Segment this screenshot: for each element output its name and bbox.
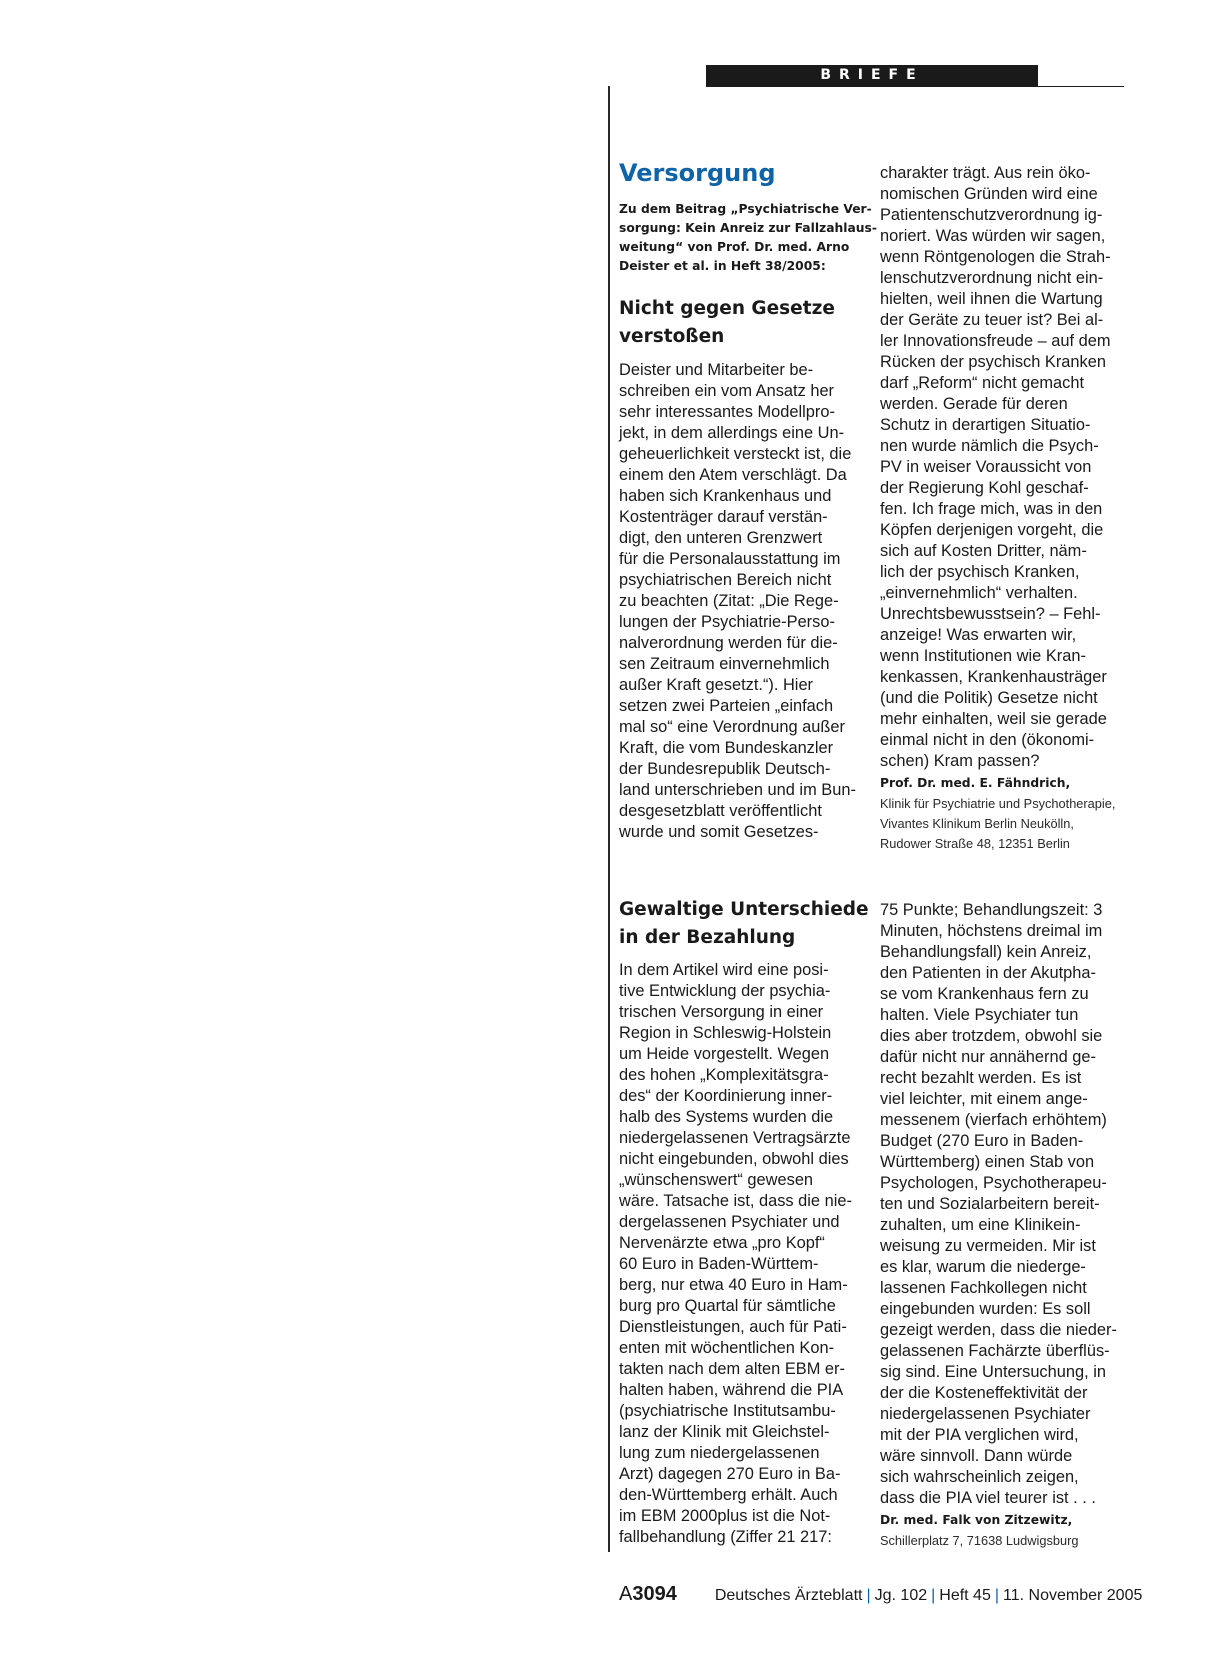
body-line: halb des Systems wurden die <box>619 1108 834 1126</box>
body-line: es klar, warum die niederge- <box>880 1258 1086 1276</box>
article1-lead <box>619 200 877 276</box>
body-line: eingebunden wurden: Es soll <box>880 1300 1091 1318</box>
body-line: (und die Politik) Gesetze nicht <box>880 689 1098 707</box>
body-line: berg, nur etwa 40 Euro in Ham- <box>619 1276 848 1294</box>
body-line: 75 Punkte; Behandlungszeit: 3 <box>880 901 1103 919</box>
body-line: Kostenträger darauf verstän- <box>619 508 828 526</box>
body-line: um Heide vorgestellt. Wegen <box>619 1045 830 1063</box>
body-line: haben sich Krankenhaus und <box>619 487 832 505</box>
section-header-bar <box>706 65 1038 86</box>
body-line: In dem Artikel wird eine posi- <box>619 961 829 979</box>
body-line: land unterschrieben und im Bun- <box>619 781 856 799</box>
page-footer <box>619 1583 1143 1609</box>
body-line: Behandlungsfall) kein Anreiz, <box>880 943 1092 961</box>
body-line: Psychologen, Psychotherapeu- <box>880 1174 1107 1192</box>
body-line: einmal nicht in den (ökonomi- <box>880 731 1095 749</box>
body-line: wenn Röntgenologen die Strah- <box>880 248 1111 266</box>
body-line: der Regierung Kohl geschaf- <box>880 479 1089 497</box>
body-line: sig sind. Eine Untersuchung, in <box>880 1363 1106 1381</box>
body-line: lungen der Psychiatrie-Perso- <box>619 613 835 631</box>
body-line: Rücken der psychisch Kranken <box>880 353 1106 371</box>
footer-separator: | <box>994 1587 1000 1604</box>
body-line: Region in Schleswig-Holstein <box>619 1024 832 1042</box>
body-line: jekt, in dem allerdings eine Un- <box>619 424 845 442</box>
journal-issue: Heft 45 <box>939 1587 991 1604</box>
body-line: tive Entwicklung der psychia- <box>619 982 831 1000</box>
body-line: ten und Sozialarbeitern bereit- <box>880 1195 1100 1213</box>
body-line: lenschutzverordnung nicht ein- <box>880 269 1104 287</box>
body-line: außer Kraft gesetzt.“). Hier <box>619 676 814 694</box>
body-line: nalverordnung werden für die- <box>619 634 838 652</box>
body-line: psychiatrischen Bereich nicht <box>619 571 832 589</box>
body-line: (psychiatrische Institutsambu- <box>619 1402 836 1420</box>
body-line: im EBM 2000plus ist die Not- <box>619 1507 831 1525</box>
body-line: den Patienten in der Akutpha- <box>880 964 1096 982</box>
body-line: burg pro Quartal für sämtliche <box>619 1297 836 1315</box>
body-line: niedergelassenen Psychiater <box>880 1405 1091 1423</box>
body-line: kenkassen, Krankenhausträger <box>880 668 1107 686</box>
lead-line: Deister et al. in Heft 38/2005: <box>619 259 826 273</box>
body-line: wäre sinnvoll. Dann würde <box>880 1447 1073 1465</box>
body-line: takten nach dem alten EBM er- <box>619 1360 845 1378</box>
signature-line: Vivantes Klinikum Berlin Neukölln, <box>880 816 1074 831</box>
body-line: lich der psychisch Kranken, <box>880 563 1080 581</box>
article2-col1 <box>619 896 869 1548</box>
body-line: Köpfen derjenigen vorgeht, die <box>880 521 1104 539</box>
header-rule <box>706 86 1124 87</box>
body-line: zuhalten, um eine Klinikein- <box>880 1216 1081 1234</box>
journal-volume: Jg. 102 <box>874 1587 928 1604</box>
issue-date: 11. November 2005 <box>1003 1587 1143 1604</box>
body-line: einem den Atem verschlägt. Da <box>619 466 847 484</box>
body-line: dergelassenen Psychiater und <box>619 1213 840 1231</box>
journal-name: Deutsches Ärzteblatt <box>714 1587 863 1604</box>
body-line: „wünschenswert“ gewesen <box>619 1171 814 1189</box>
article2-heading <box>619 896 869 952</box>
body-line: gelassenen Fachärzte überflüs- <box>880 1342 1110 1360</box>
body-line: fallbehandlung (Ziffer 21 217: <box>619 1528 832 1546</box>
column-divider <box>608 86 610 1552</box>
page-number: 3094 <box>632 1583 677 1605</box>
body-line: halten. Viele Psychiater tun <box>880 1006 1079 1024</box>
body-line: schen) Kram passen? <box>880 752 1040 770</box>
body-line: anzeige! Was erwarten wir, <box>880 626 1077 644</box>
signature-line: Rudower Straße 48, 12351 Berlin <box>880 836 1070 851</box>
signature-line: Schillerplatz 7, 71638 Ludwigsburg <box>880 1533 1079 1548</box>
body-line: mehr einhalten, weil sie gerade <box>880 710 1107 728</box>
body-line: niedergelassenen Vertragsärzte <box>619 1129 851 1147</box>
body-line: setzen zwei Parteien „einfach <box>619 697 834 715</box>
body-line: geheuerlichkeit versteckt ist, die <box>619 445 852 463</box>
body-line: lung zum niedergelassenen <box>619 1444 820 1462</box>
body-line: Patientenschutzverordnung ig- <box>880 206 1103 224</box>
article2-body-col1 <box>619 960 869 1548</box>
signature-name: Prof. Dr. med. E. Fähndrich, <box>880 776 1071 790</box>
body-line: sich wahrscheinlich zeigen, <box>880 1468 1079 1486</box>
body-line: charakter trägt. Aus rein öko- <box>880 164 1091 182</box>
lead-line: weitung“ von Prof. Dr. med. Arno <box>619 240 850 254</box>
body-line: weisung zu vermeiden. Mir ist <box>880 1237 1096 1255</box>
body-line: Budget (270 Euro in Baden- <box>880 1132 1084 1150</box>
body-line: sen Zeitraum einvernehmlich <box>619 655 830 673</box>
body-line: Nervenärzte etwa „pro Kopf“ <box>619 1234 825 1252</box>
heading-line: Gewaltige Unterschiede <box>619 899 869 920</box>
body-line: darf „Reform“ nicht gemacht <box>880 374 1085 392</box>
body-line: Dienstleistungen, auch für Pati- <box>619 1318 847 1336</box>
body-line: den-Württemberg erhält. Auch <box>619 1486 838 1504</box>
body-line: schreiben ein vom Ansatz her <box>619 382 835 400</box>
body-line: nen wurde nämlich die Psych- <box>880 437 1099 455</box>
body-line: ler Innovationsfreude – auf dem <box>880 332 1111 350</box>
body-line: dass die PIA viel teurer ist . . . <box>880 1489 1096 1507</box>
page-prefix: A <box>619 1583 633 1605</box>
body-line: fen. Ich frage mich, was in den <box>880 500 1103 518</box>
body-line: „einvernehmlich“ verhalten. <box>880 584 1078 602</box>
body-line: lassenen Fachkollegen nicht <box>880 1279 1087 1297</box>
body-line: Minuten, höchstens dreimal im <box>880 922 1103 940</box>
heading-line: Nicht gegen Gesetze <box>619 298 835 319</box>
body-line: Deister und Mitarbeiter be- <box>619 361 814 379</box>
article1-col2 <box>880 163 1130 854</box>
body-line: sich auf Kosten Dritter, näm- <box>880 542 1087 560</box>
body-line: mit der PIA verglichen wird, <box>880 1426 1079 1444</box>
section-title: Versorgung <box>619 159 776 187</box>
body-line: Unrechtsbewusstsein? – Fehl- <box>880 605 1101 623</box>
body-line: enten mit wöchentlichen Kon- <box>619 1339 835 1357</box>
body-line: Kraft, die vom Bundeskanzler <box>619 739 834 757</box>
article1-body-col1 <box>619 360 869 843</box>
signature-name: Dr. med. Falk von Zitzewitz, <box>880 1513 1073 1527</box>
footer-separator: | <box>866 1587 871 1604</box>
body-line: Schutz in derartigen Situatio- <box>880 416 1091 434</box>
section-label: BRIEFE <box>820 67 924 83</box>
body-line: wurde und somit Gesetzes- <box>619 823 819 841</box>
body-line: messenem (vierfach erhöhtem) <box>880 1111 1107 1129</box>
body-line: gezeigt werden, dass die nieder- <box>880 1321 1117 1339</box>
body-line: für die Personalausstattung im <box>619 550 841 568</box>
body-line: sehr interessantes Modellpro- <box>619 403 835 421</box>
body-line: der Bundesrepublik Deutsch- <box>619 760 831 778</box>
body-line: dafür nicht nur annähernd ge- <box>880 1048 1096 1066</box>
body-line: nomischen Gründen wird eine <box>880 185 1098 203</box>
body-line: nicht eingebunden, obwohl dies <box>619 1150 849 1168</box>
lead-line: sorgung: Kein Anreiz zur Fallzahlaus- <box>619 221 877 235</box>
body-line: desgesetzblatt veröffentlicht <box>619 802 822 820</box>
body-line: PV in weiser Voraussicht von <box>880 458 1092 476</box>
body-line: der Geräte zu teuer ist? Bei al- <box>880 311 1104 329</box>
body-line: wäre. Tatsache ist, dass die nie- <box>619 1192 852 1210</box>
article2-col2 <box>880 900 1130 1551</box>
body-line: der die Kosteneffektivität der <box>880 1384 1088 1402</box>
body-line: viel leichter, mit einem ange- <box>880 1090 1088 1108</box>
footer-separator: | <box>931 1587 936 1604</box>
body-line: des“ der Koordinierung inner- <box>619 1087 833 1105</box>
body-line: Württemberg) einen Stab von <box>880 1153 1095 1171</box>
body-line: recht bezahlt werden. Es ist <box>880 1069 1082 1087</box>
body-line: hielten, weil ihnen die Wartung <box>880 290 1103 308</box>
body-line: lanz der Klinik mit Gleichstel- <box>619 1423 830 1441</box>
article2-body-col2 <box>880 900 1130 1509</box>
lead-line: Zu dem Beitrag „Psychiatrische Ver- <box>619 202 872 216</box>
body-line: Arzt) dagegen 270 Euro in Ba- <box>619 1465 841 1483</box>
body-line: des hohen „Komplexitätsgra- <box>619 1066 829 1084</box>
body-line: werden. Gerade für deren <box>880 395 1068 413</box>
body-line: noriert. Was würden wir sagen, <box>880 227 1106 245</box>
article1-body-col2 <box>880 163 1130 772</box>
body-line: mal so“ eine Verordnung außer <box>619 718 845 736</box>
heading-line: in der Bezahlung <box>619 927 796 948</box>
body-line: digt, den unteren Grenzwert <box>619 529 823 547</box>
body-line: zu beachten (Zitat: „Die Rege- <box>619 592 839 610</box>
body-line: 60 Euro in Baden-Württem- <box>619 1255 819 1273</box>
heading-line: verstoßen <box>619 326 725 347</box>
article1-col1 <box>619 158 877 843</box>
signature-line: Klinik für Psychiatrie und Psychotherapie, <box>880 796 1116 811</box>
article1-heading <box>619 295 869 351</box>
body-line: halten haben, während die PIA <box>619 1381 844 1399</box>
body-line: se vom Krankenhaus fern zu <box>880 985 1089 1003</box>
body-line: dies aber trotzdem, obwohl sie <box>880 1027 1103 1045</box>
body-line: trischen Versorgung in einer <box>619 1003 824 1021</box>
body-line: wenn Institutionen wie Kran- <box>880 647 1086 665</box>
